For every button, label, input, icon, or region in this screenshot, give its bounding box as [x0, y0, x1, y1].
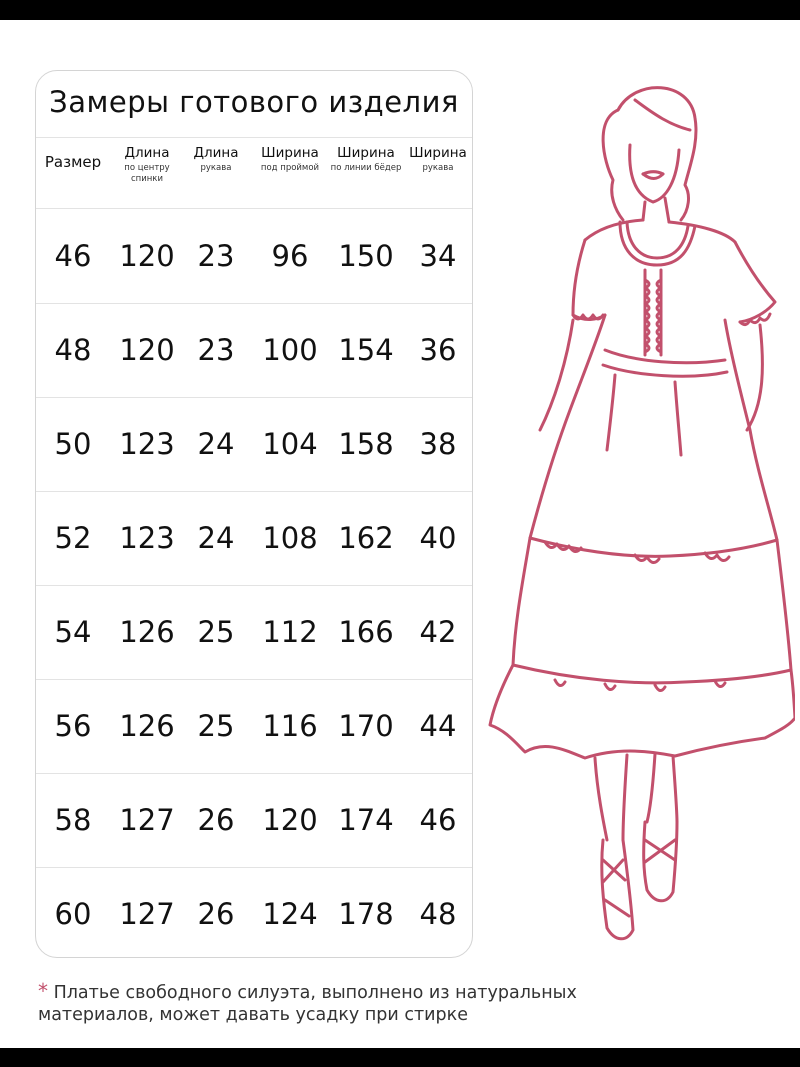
- cell-hip-width: 166: [338, 615, 394, 649]
- cell-sleeve-length: 24: [197, 521, 235, 555]
- cell-sleeve-width: 42: [419, 615, 457, 649]
- cell-armhole-width: 104: [262, 427, 318, 461]
- bottom-bar: [0, 1048, 800, 1067]
- size-table-card: [35, 70, 473, 958]
- cell-sleeve-width: 48: [419, 897, 457, 931]
- cell-size: 48: [54, 333, 92, 367]
- cell-size: 60: [54, 897, 92, 931]
- header-size-title: Размер: [44, 153, 102, 171]
- cell-armhole-width: 108: [262, 521, 318, 555]
- header-armhole-width-title: Ширина: [261, 145, 319, 161]
- cell-size: 52: [54, 521, 92, 555]
- dress-figure-illustration: [485, 70, 795, 970]
- header-back-length: [112, 145, 182, 185]
- cell-hip-width: 170: [338, 709, 394, 743]
- footnote-asterisk: *: [38, 979, 48, 1003]
- cell-sleeve-width: 38: [419, 427, 457, 461]
- header-sleeve-length-sub: рукава: [200, 163, 232, 173]
- table-row: [36, 209, 472, 303]
- cell-size: 50: [54, 427, 92, 461]
- cell-back-length: 127: [119, 803, 175, 837]
- cell-sleeve-width: 40: [419, 521, 457, 555]
- cell-sleeve-length: 26: [197, 803, 235, 837]
- header-sleeve-width: [402, 145, 473, 174]
- cell-sleeve-length: 23: [197, 239, 235, 273]
- cell-hip-width: 178: [338, 897, 394, 931]
- cell-size: 58: [54, 803, 92, 837]
- cell-hip-width: 174: [338, 803, 394, 837]
- cell-back-length: 126: [119, 615, 175, 649]
- cell-back-length: 123: [119, 521, 175, 555]
- cell-back-length: 123: [119, 427, 175, 461]
- header-hip-width: [330, 145, 402, 174]
- cell-armhole-width: 116: [262, 709, 318, 743]
- cell-back-length: 120: [119, 333, 175, 367]
- header-size: [38, 145, 108, 171]
- table-row: [36, 397, 472, 491]
- table-row: [36, 773, 472, 867]
- header-hip-width-title: Ширина: [337, 145, 395, 161]
- header-hip-width-sub: по линии бёдер: [330, 163, 402, 173]
- cell-hip-width: 154: [338, 333, 394, 367]
- cell-sleeve-length: 26: [197, 897, 235, 931]
- footnote-line-1: Платье свободного силуэта, выполнено из натуральных: [53, 983, 577, 1003]
- cell-armhole-width: 120: [262, 803, 318, 837]
- cell-sleeve-width: 34: [419, 239, 457, 273]
- header-armhole-width: [252, 145, 328, 174]
- header-sleeve-length-title: Длина: [193, 145, 239, 161]
- header-sleeve-width-sub: рукава: [422, 163, 454, 173]
- cell-armhole-width: 112: [262, 615, 318, 649]
- cell-sleeve-length: 25: [197, 709, 235, 743]
- header-armhole-width-sub: под проймой: [260, 163, 320, 173]
- cell-hip-width: 158: [338, 427, 394, 461]
- cell-armhole-width: 96: [271, 239, 309, 273]
- cell-sleeve-length: 25: [197, 615, 235, 649]
- cell-armhole-width: 100: [262, 333, 318, 367]
- cell-sleeve-length: 24: [197, 427, 235, 461]
- footnote-line-2: материалов, может давать усадку при стирке: [38, 1005, 468, 1025]
- table-title: Замеры готового изделия: [49, 85, 459, 119]
- title-divider: [36, 137, 472, 138]
- header-sleeve-length: [184, 145, 248, 174]
- dress-figure-icon: [490, 88, 795, 939]
- cell-hip-width: 162: [338, 521, 394, 555]
- cell-sleeve-width: 46: [419, 803, 457, 837]
- cell-armhole-width: 124: [262, 897, 318, 931]
- cell-size: 46: [54, 239, 92, 273]
- cell-sleeve-width: 44: [419, 709, 457, 743]
- top-bar: [0, 0, 800, 20]
- cell-back-length: 126: [119, 709, 175, 743]
- cell-hip-width: 150: [338, 239, 394, 273]
- table-row: [36, 585, 472, 679]
- cell-back-length: 127: [119, 897, 175, 931]
- table-row: [36, 679, 472, 773]
- header-back-length-sub: по центру спинки: [124, 163, 170, 184]
- header-sleeve-width-title: Ширина: [409, 145, 467, 161]
- footnote: [38, 980, 758, 1026]
- table-row: [36, 491, 472, 585]
- cell-back-length: 120: [119, 239, 175, 273]
- cell-size: 56: [54, 709, 92, 743]
- header-back-length-title: Длина: [124, 145, 170, 161]
- table-row: [36, 303, 472, 397]
- cell-sleeve-width: 36: [419, 333, 457, 367]
- table-row: [36, 867, 472, 958]
- cell-sleeve-length: 23: [197, 333, 235, 367]
- cell-size: 54: [54, 615, 92, 649]
